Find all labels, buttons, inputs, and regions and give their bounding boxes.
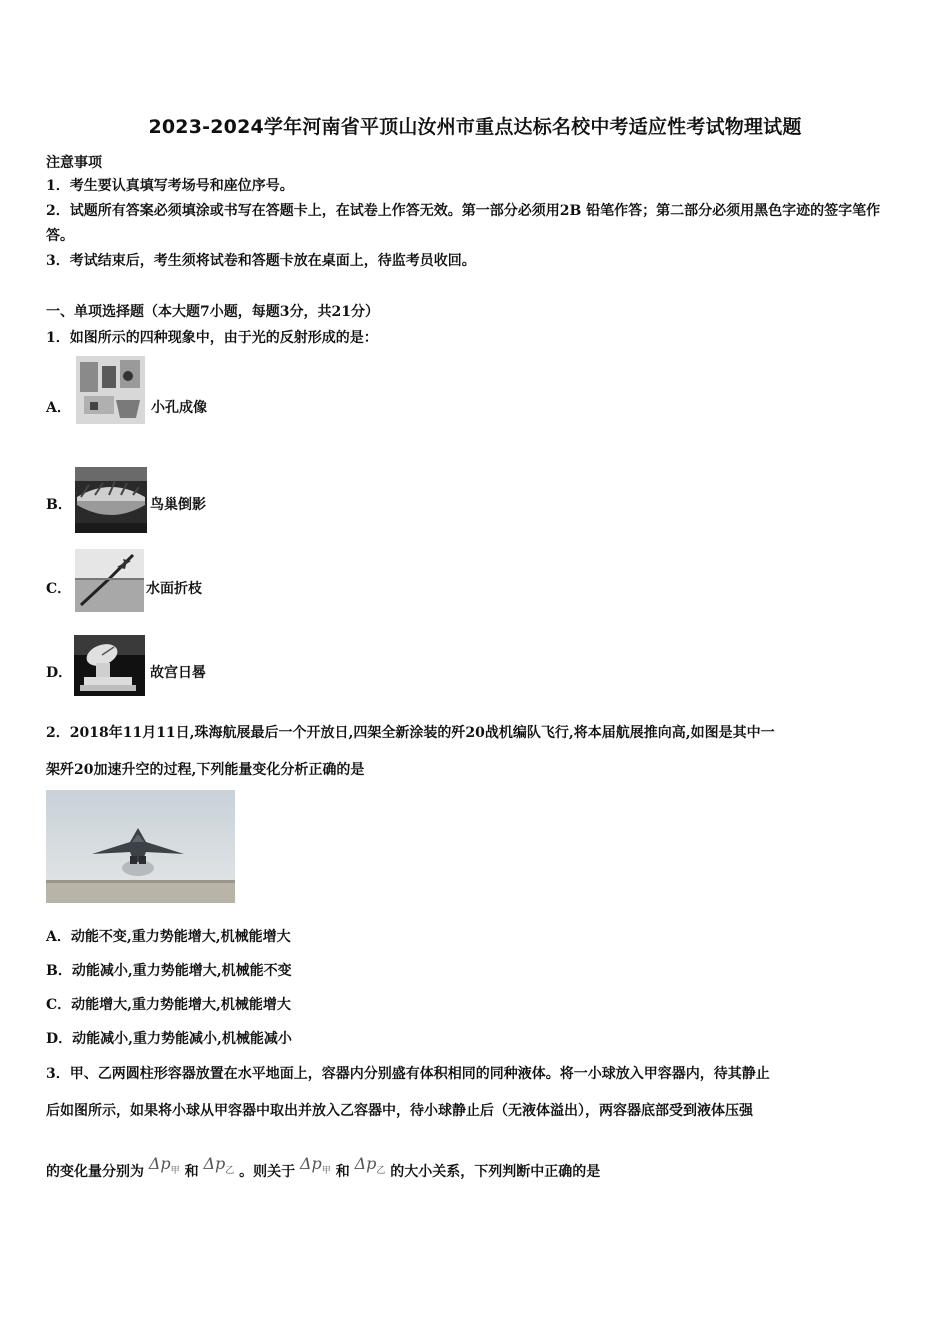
delta-p-jia-symbol <box>148 1154 180 1177</box>
option-d-label: D． <box>46 665 73 681</box>
option-c-label: C． <box>46 581 72 597</box>
delta-p-symbol: Δp <box>300 1154 322 1173</box>
and-word: 和 <box>184 1164 199 1180</box>
delta-p-symbol: Δp <box>148 1154 171 1173</box>
question-2-option-d: D．动能减小,重力势能减小,机械能减小 <box>46 1031 292 1047</box>
option-a-text: 小孔成像 <box>151 400 207 416</box>
yi-subscript: 乙 <box>225 1166 235 1177</box>
notice-item: 2．试题所有答案必须填涂或书写在答题卡上，在试卷上作答无效。第一部分必须用2B 铅笔作答；第二部分必须用黑色字迹的签字笔作答。 <box>46 203 881 244</box>
question-3-line-3 <box>46 1154 601 1183</box>
option-b-label: B． <box>46 497 72 513</box>
section-heading: 一、单项选择题（本大题7小题，每题3分，共21分） <box>46 304 379 320</box>
pinhole-image <box>76 356 145 424</box>
delta-p-yi-symbol <box>354 1154 386 1177</box>
question-3-text-b: 。则关于 <box>239 1164 296 1180</box>
delta-p-symbol: Δp <box>203 1154 226 1173</box>
option-a-label: A． <box>46 400 71 416</box>
sundial-image <box>74 635 145 696</box>
question-1-stem: 1．如图所示的四种现象中，由于光的反射形成的是： <box>46 330 378 346</box>
notice-list <box>46 174 908 274</box>
question-2-option-b: B．动能减小,重力势能增大,机械能不变 <box>46 963 292 979</box>
option-b-text: 鸟巢倒影 <box>150 497 206 513</box>
jia-subscript: 甲 <box>170 1166 180 1177</box>
delta-p-symbol: Δp <box>354 1154 377 1173</box>
option-c-text: 水面折枝 <box>146 581 202 597</box>
question-3-line-1: 3．甲、乙两圆柱形容器放置在水平地面上，容器内分别盛有体积相同的同种液体。将一小球放入甲容器内，待其静止 <box>46 1066 770 1082</box>
yi-subscript: 乙 <box>376 1166 386 1177</box>
page-title: 2023-2024学年河南省平顶山汝州市重点达标名校中考适应性考试物理试题 <box>148 116 802 138</box>
option-d-text: 故宫日晷 <box>150 665 206 681</box>
and-word: 和 <box>335 1164 350 1180</box>
question-3-line-2: 后如图所示，如果将小球从甲容器中取出并放入乙容器中，待小球静止后（无液体溢出），两容器底部受到液体压强 <box>46 1103 753 1119</box>
delta-p-yi-symbol <box>203 1154 235 1177</box>
bird-nest-reflection-image <box>75 467 147 533</box>
notice-item: 1．考生要认真填写考场号和座位序号。 <box>46 178 294 194</box>
notice-item: 3．考试结束后，考生须将试卷和答题卡放在桌面上，待监考员收回。 <box>46 253 476 269</box>
question-2-line-1: 2．2018年11月11日,珠海航展最后一个开放日,四架全新涂装的歼20战机编队飞行,将本届航展推向高,如图是其中一 <box>46 725 775 741</box>
question-3-text-a: 的变化量分别为 <box>46 1164 144 1180</box>
delta-p-jia-symbol <box>300 1154 331 1177</box>
j20-fighter-image <box>46 790 235 903</box>
question-2-option-a: A．动能不变,重力势能增大,机械能增大 <box>46 929 291 945</box>
question-2-option-c: C．动能增大,重力势能增大,机械能增大 <box>46 997 291 1013</box>
notice-heading: 注意事项 <box>46 155 102 171</box>
bent-branch-image <box>75 549 144 612</box>
question-3-text-c: 的大小关系，下列判断中正确的是 <box>390 1164 601 1180</box>
jia-subscript: 甲 <box>321 1166 331 1177</box>
question-2-line-2: 架歼20加速升空的过程,下列能量变化分析正确的是 <box>46 762 365 778</box>
